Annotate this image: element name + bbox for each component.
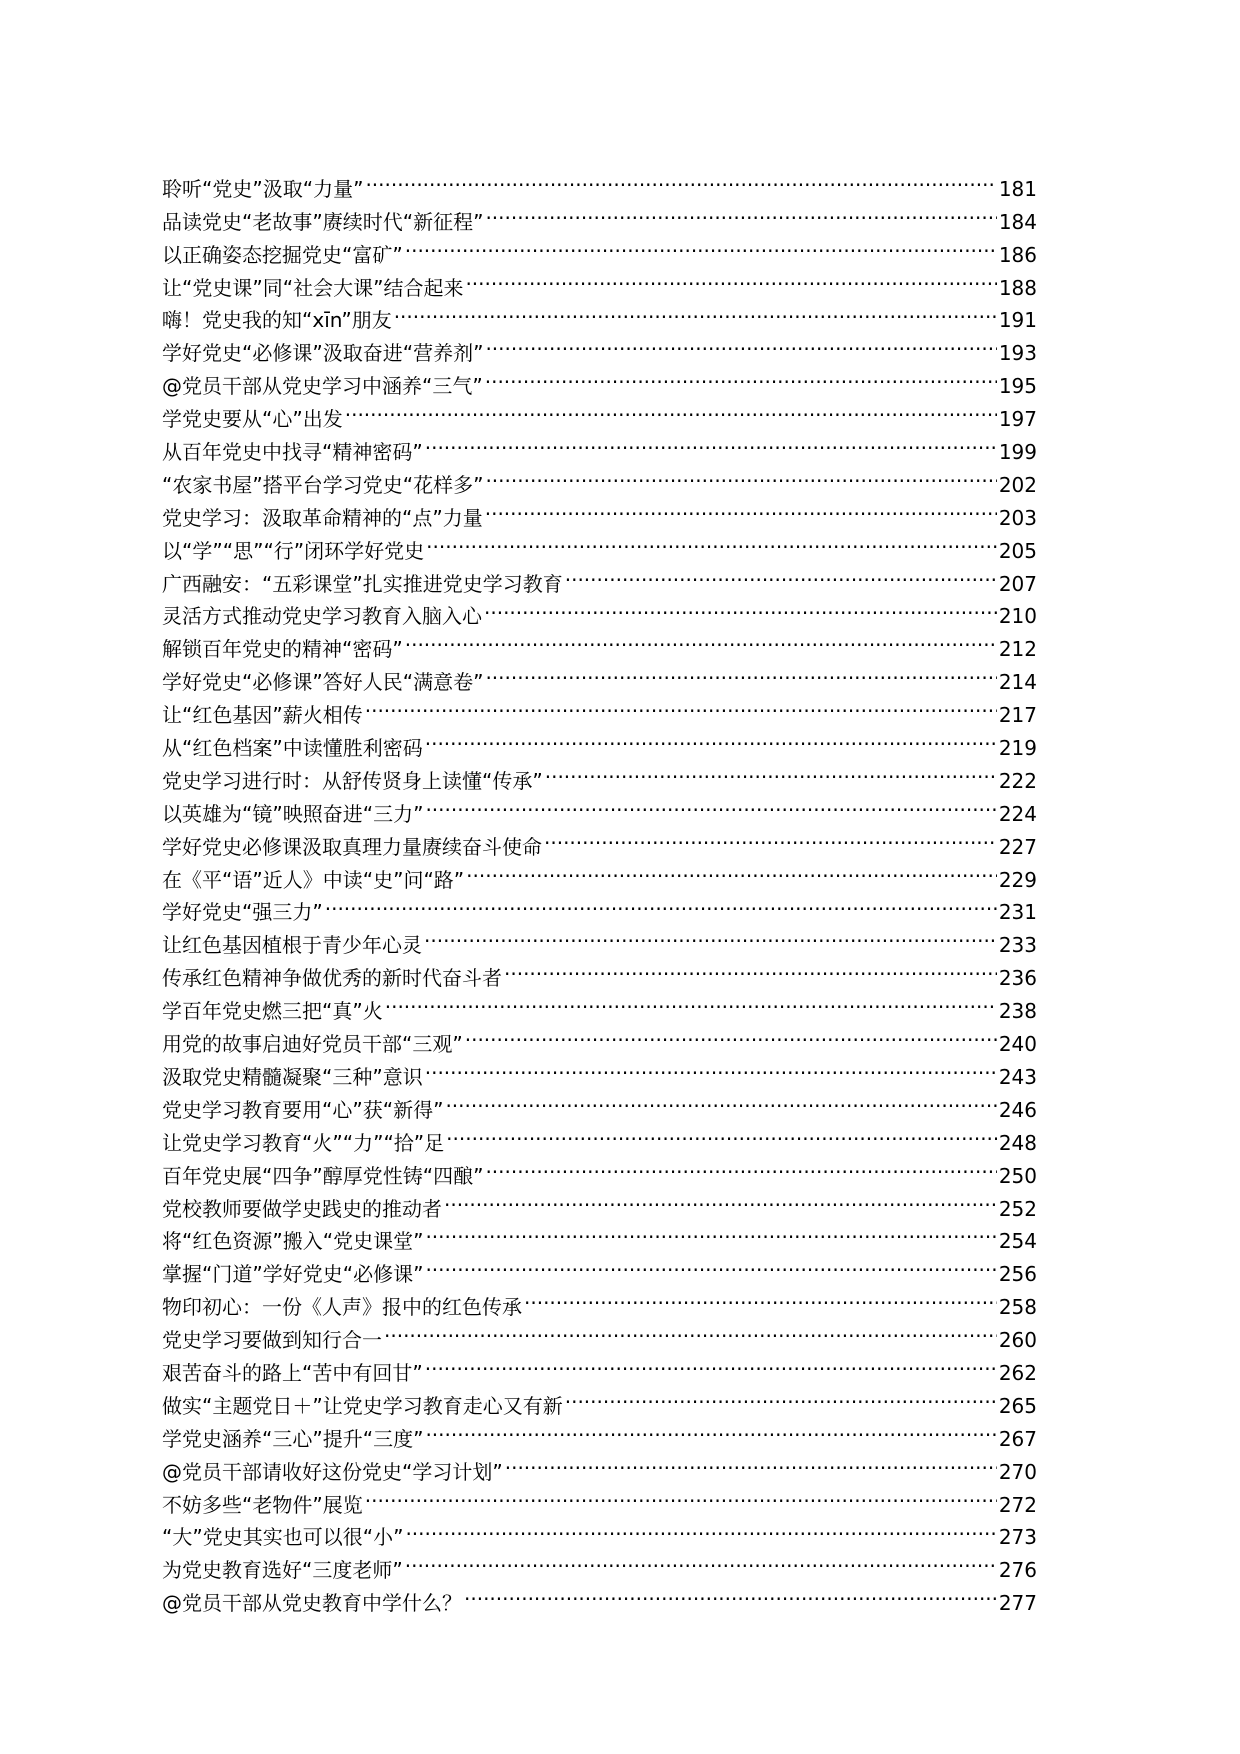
toc-entry-title: @党员干部从党史教育中学什么？ [162, 1591, 462, 1616]
toc-entry-page-number: 203 [998, 505, 1037, 530]
toc-entry-page-number: 233 [998, 933, 1037, 958]
toc-dot-leader [484, 591, 997, 624]
toc-entry-title: 以“学”“思”“行”闭环学好党史 [162, 538, 425, 563]
toc-dot-leader [444, 1183, 997, 1216]
toc-entry-page-number: 181 [998, 176, 1037, 201]
toc-entry[interactable] [162, 163, 1037, 201]
toc-entry-page-number: 231 [998, 900, 1037, 925]
toc-entry-page-number: 197 [998, 407, 1037, 432]
toc-entry-page-number: 202 [998, 472, 1037, 497]
toc-entry-page-number: 186 [998, 242, 1037, 267]
toc-entry-page-number: 277 [998, 1591, 1037, 1616]
toc-entry-page-number: 256 [998, 1262, 1037, 1287]
toc-entry-page-number: 205 [998, 538, 1037, 563]
toc-entry-page-number: 214 [998, 670, 1037, 695]
toc-dot-leader [465, 1018, 997, 1051]
toc-dot-leader [394, 295, 997, 328]
toc-entry-page-number: 193 [998, 341, 1037, 366]
toc-dot-leader [485, 1150, 996, 1183]
toc-entry-page-number: 260 [998, 1328, 1037, 1353]
toc-entry-page-number: 199 [998, 440, 1037, 465]
toc-entry-title: 掌握“门道”学好党史“必修课” [162, 1262, 424, 1287]
toc-entry-title: 学百年党史燃三把“真”火 [162, 999, 383, 1024]
toc-entry-title: 品读党史“老故事”赓续时代“新征程” [162, 209, 484, 234]
toc-entry-title: 以英雄为“镜”映照奋进“三力” [162, 801, 424, 826]
toc-entry-page-number: 273 [998, 1525, 1037, 1550]
toc-dot-leader [384, 1314, 997, 1347]
toc-dot-leader [365, 163, 996, 196]
toc-dot-leader [565, 558, 997, 591]
toc-entry-title: 让党史学习教育“火”“力”“拾”足 [162, 1130, 445, 1155]
toc-dot-leader [485, 492, 997, 525]
toc-entry-title: 党史学习要做到知行合一 [162, 1328, 382, 1353]
table-of-contents [162, 163, 1037, 1616]
toc-entry-page-number: 210 [998, 604, 1037, 629]
toc-entry-title: “大”党史其实也可以很“小” [162, 1525, 404, 1550]
toc-entry-title: 从“红色档案”中读懂胜利密码 [162, 736, 423, 761]
toc-dot-leader [365, 689, 997, 722]
toc-dot-leader [446, 1117, 997, 1150]
toc-entry-title: 从百年党史中找寻“精神密码” [162, 440, 423, 465]
toc-dot-leader [485, 656, 996, 689]
toc-entry-title: 嗨！党史我的知“xīn”朋友 [162, 308, 392, 333]
toc-entry-title: 在《平“语”近人》中读“史”问“路” [162, 867, 465, 892]
toc-dot-leader [544, 821, 997, 854]
toc-entry-title: 学好党史“必修课”汲取奋进“营养剂” [162, 341, 484, 366]
toc-entry-title: 党史学习进行时：从舒传贤身上读懂“传承” [162, 768, 543, 793]
toc-dot-leader [405, 1512, 996, 1545]
toc-entry-page-number: 262 [998, 1360, 1037, 1385]
toc-dot-leader [485, 327, 996, 360]
toc-entry-title: 汲取党史精髓凝聚“三种”意识 [162, 1064, 423, 1089]
toc-entry-page-number: 222 [998, 768, 1037, 793]
toc-entry-page-number: 243 [998, 1064, 1037, 1089]
toc-entry-page-number: 195 [998, 374, 1037, 399]
toc-entry-page-number: 246 [998, 1097, 1037, 1122]
toc-dot-leader [405, 1544, 997, 1577]
toc-entry-page-number: 254 [998, 1229, 1037, 1254]
toc-entry-title: 聆听“党史”汲取“力量” [162, 176, 364, 201]
toc-entry-page-number: 191 [998, 308, 1037, 333]
toc-dot-leader [485, 459, 996, 492]
toc-dot-leader [465, 262, 996, 295]
toc-entry-page-number: 227 [998, 834, 1037, 859]
toc-entry-title: 让“红色基因”薪火相传 [162, 703, 363, 728]
toc-entry-page-number: 270 [998, 1459, 1037, 1484]
toc-entry-page-number: 188 [998, 275, 1037, 300]
toc-entry-page-number: 276 [998, 1558, 1037, 1583]
toc-dot-leader [425, 1216, 996, 1249]
toc-dot-leader [505, 1446, 997, 1479]
toc-dot-leader [365, 1479, 997, 1512]
toc-entry-title: 学好党史“强三力” [162, 900, 323, 925]
toc-dot-leader [565, 1380, 997, 1413]
toc-dot-leader [426, 525, 997, 558]
toc-dot-leader [425, 426, 997, 459]
toc-entry-title: 百年党史展“四争”醇厚党性铸“四酿” [162, 1163, 484, 1188]
toc-entry-title: 灵活方式推动党史学习教育入脑入心 [162, 604, 482, 629]
toc-entry-title: 解锁百年党史的精神“密码” [162, 637, 403, 662]
toc-entry-title: 学党史涵养“三心”提升“三度” [162, 1426, 424, 1451]
toc-dot-leader [405, 623, 997, 656]
toc-dot-leader [425, 788, 996, 821]
toc-entry-title: 让“党史课”同“社会大课”结合起来 [162, 275, 464, 300]
toc-entry-title: @党员干部请收好这份党史“学习计划” [162, 1459, 503, 1484]
toc-entry-page-number: 240 [998, 1032, 1037, 1057]
toc-entry-page-number: 224 [998, 801, 1037, 826]
toc-entry-title: 学党史要从“心”出发 [162, 407, 343, 432]
toc-entry-page-number: 229 [998, 867, 1037, 892]
toc-entry-page-number: 236 [998, 966, 1037, 991]
toc-dot-leader [504, 952, 997, 985]
toc-entry-title: 为党史教育选好“三度老师” [162, 1558, 403, 1583]
toc-dot-leader [425, 1051, 997, 1084]
toc-entry-title: 用党的故事启迪好党员干部“三观” [162, 1032, 463, 1057]
toc-dot-leader [485, 196, 996, 229]
toc-entry-page-number: 217 [998, 703, 1037, 728]
toc-entry-page-number: 265 [998, 1393, 1037, 1418]
toc-entry-title: 广西融安：“五彩课堂”扎实推进党史学习教育 [162, 571, 563, 596]
toc-entry-title: @党员干部从党史学习中涵养“三气” [162, 374, 483, 399]
toc-dot-leader [464, 1577, 997, 1610]
toc-dot-leader [425, 1248, 996, 1281]
toc-entry-page-number: 267 [998, 1426, 1037, 1451]
toc-entry-title: 将“红色资源”搬入“党史课堂” [162, 1229, 424, 1254]
toc-entry-page-number: 258 [998, 1295, 1037, 1320]
toc-entry-title: 学好党史必修课汲取真理力量赓续奋斗使命 [162, 834, 542, 859]
toc-entry-title: 不妨多些“老物件”展览 [162, 1492, 363, 1517]
toc-dot-leader [385, 985, 997, 1018]
toc-dot-leader [485, 360, 997, 393]
toc-entry-page-number: 212 [998, 637, 1037, 662]
toc-entry-title: 做实“主题党日＋”让党史学习教育走心又有新 [162, 1393, 563, 1418]
toc-entry-page-number: 219 [998, 736, 1037, 761]
toc-entry-title: 学好党史“必修课”答好人民“满意卷” [162, 670, 484, 695]
toc-entry-title: 党校教师要做学史践史的推动者 [162, 1196, 442, 1221]
toc-dot-leader [425, 1347, 997, 1380]
toc-entry-title: 党史学习教育要用“心”获“新得” [162, 1097, 444, 1122]
toc-entry-title: 传承红色精神争做优秀的新时代奋斗者 [162, 966, 502, 991]
toc-entry-title: 党史学习：汲取革命精神的“点”力量 [162, 505, 483, 530]
toc-entry-title: 物印初心：一份《人声》报中的红色传承 [162, 1295, 522, 1320]
toc-entry-page-number: 272 [998, 1492, 1037, 1517]
toc-entry-page-number: 184 [998, 209, 1037, 234]
toc-entry-title: 让红色基因植根于青少年心灵 [162, 933, 422, 958]
toc-dot-leader [425, 1413, 996, 1446]
toc-dot-leader [545, 755, 997, 788]
toc-entry-title: 以正确姿态挖掘党史“富矿” [162, 242, 403, 267]
toc-dot-leader [424, 919, 997, 952]
toc-entry-title: 艰苦奋斗的路上“苦中有回甘” [162, 1360, 423, 1385]
toc-dot-leader [425, 722, 997, 755]
toc-entry-page-number: 207 [998, 571, 1037, 596]
toc-dot-leader [405, 229, 997, 262]
toc-dot-leader [466, 854, 997, 887]
toc-dot-leader [345, 393, 997, 426]
toc-dot-leader [325, 887, 997, 920]
toc-dot-leader [445, 1084, 996, 1117]
toc-entry-title: “农家书屋”搭平台学习党史“花样多” [162, 472, 484, 497]
toc-entry-page-number: 252 [998, 1196, 1037, 1221]
toc-entry-page-number: 248 [998, 1130, 1037, 1155]
toc-entry-page-number: 238 [998, 999, 1037, 1024]
toc-entry-page-number: 250 [998, 1163, 1037, 1188]
toc-dot-leader [524, 1281, 997, 1314]
